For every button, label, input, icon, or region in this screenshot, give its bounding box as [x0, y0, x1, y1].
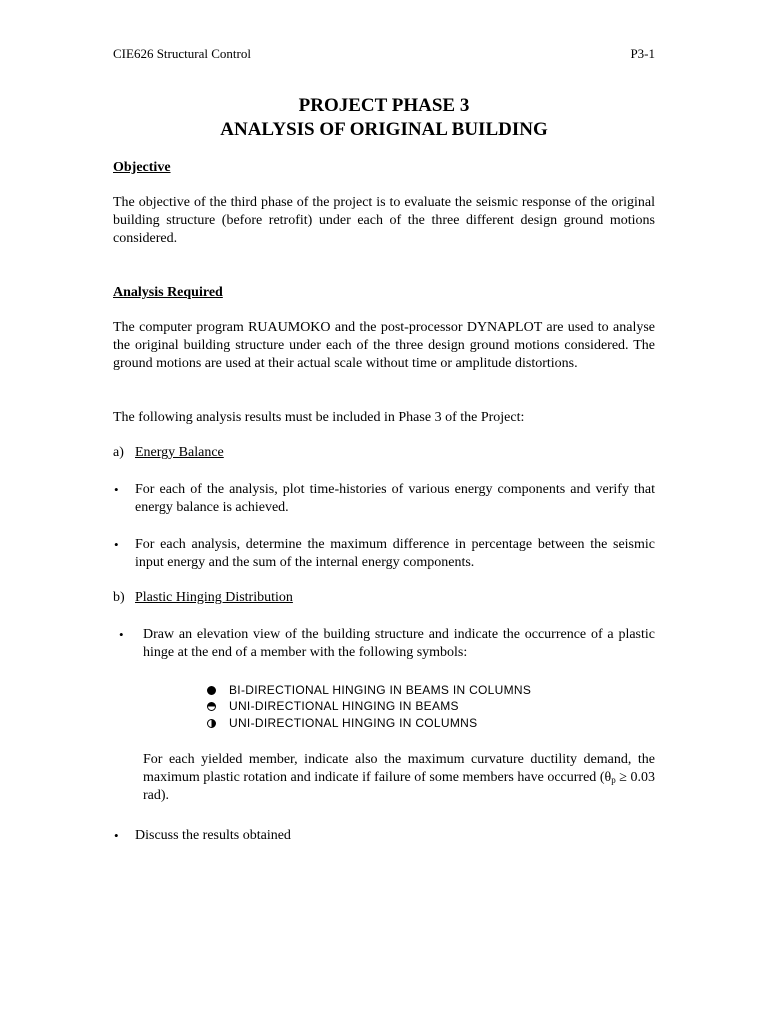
section-b-title: Plastic Hinging Distribution	[135, 590, 293, 605]
page-title: PROJECT PHASE 3	[298, 95, 470, 116]
legend-label: BI-DIRECTIONAL HINGING IN BEAMS IN COLUMNS	[229, 683, 532, 697]
header-page-number: P3-1	[630, 46, 655, 61]
yield-note-subscript: p	[611, 775, 616, 785]
hinging-bullet-2: Discuss the results obtained	[135, 828, 291, 843]
energy-bullet-1: For each of the analysis, plot time-histories of various energy components and verify that energy balance is achieved.	[135, 482, 655, 515]
yield-note-open: (θ	[599, 770, 612, 785]
hinging-bullet-1: Draw an elevation view of the building structure and indicate the occurrence of a plastic hinge at the end of a member with the following symbols:	[143, 627, 655, 660]
analysis-heading: Analysis Required	[113, 285, 223, 300]
bullet-icon: •	[114, 828, 119, 843]
legend-label: UNI-DIRECTIONAL HINGING IN BEAMS	[229, 699, 459, 713]
analysis-paragraph-1: The computer program RUAUMOKO and the post-processor DYNAPLOT are used to analyse the original building structure under each of the three design ground motions considered. The ground motions are used at their actual scale without time or amplitude distortions.	[113, 320, 655, 371]
section-a-label: a)	[113, 445, 124, 460]
analysis-paragraph-2: The following analysis results must be included in Phase 3 of the Project:	[113, 410, 525, 425]
energy-bullet-2: For each analysis, determine the maximum difference in percentage between the seismic input energy and the sum of the internal energy components.	[135, 537, 655, 570]
objective-heading: Objective	[113, 160, 171, 175]
yield-note-close: ≥ 0.03 rad).	[143, 770, 655, 803]
section-a-heading	[113, 444, 224, 462]
yield-note-text: For each yielded member, indicate also the maximum curvature ductility demand, the maximum plastic rotation and indicate if failure of some members have occurred	[143, 752, 655, 785]
half-filled-circle-icon	[207, 719, 216, 728]
legend-label: UNI-DIRECTIONAL HINGING IN COLUMNS	[229, 716, 478, 730]
bullet-icon: •	[119, 627, 124, 642]
bullet-icon: •	[114, 537, 119, 552]
yield-note	[143, 751, 655, 805]
page-subtitle: ANALYSIS OF ORIGINAL BUILDING	[220, 119, 548, 140]
half-filled-circle-icon	[207, 702, 216, 711]
bullet-icon: •	[114, 482, 119, 497]
filled-circle-icon	[207, 686, 216, 695]
header-course: CIE626 Structural Control	[113, 46, 251, 61]
objective-text: The objective of the third phase of the project is to evaluate the seismic response of the original building structure (before retrofit) under each of the three different design ground motions considered.	[113, 195, 655, 246]
section-b-label: b)	[113, 590, 125, 605]
section-b-heading	[113, 589, 293, 607]
section-a-title: Energy Balance	[135, 445, 224, 460]
